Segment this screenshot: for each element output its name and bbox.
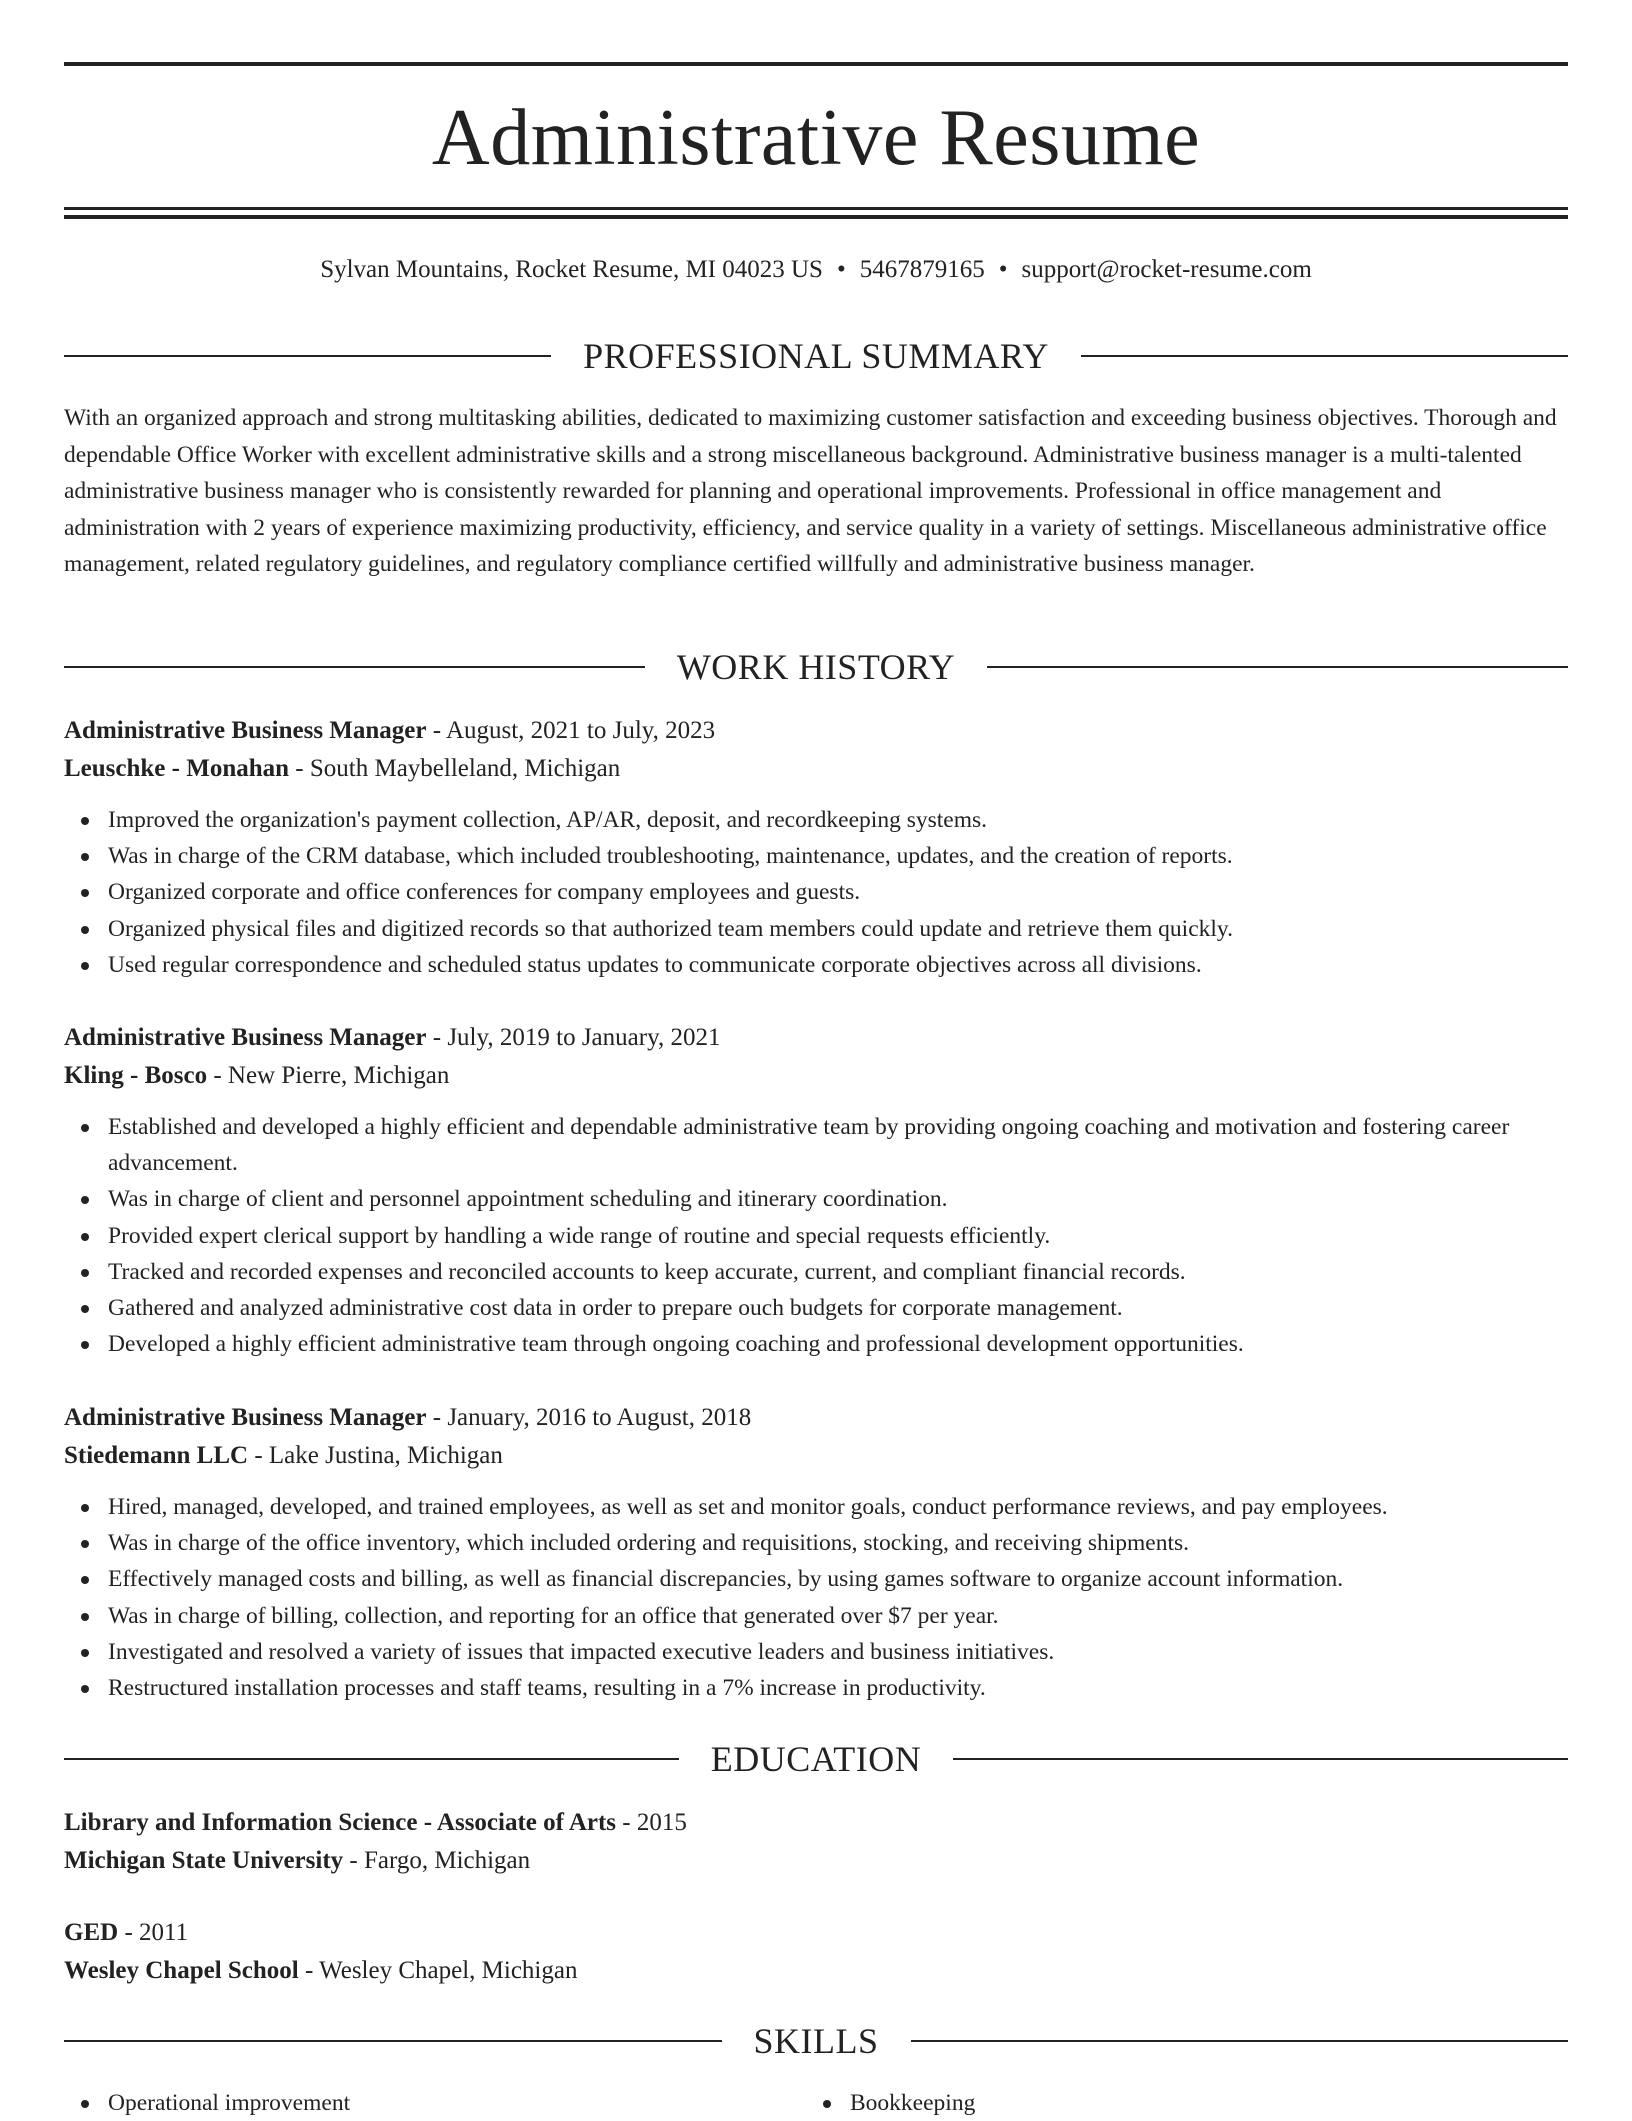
job-dates: July, 2019 to January, 2021 xyxy=(447,1024,721,1051)
heading-rule xyxy=(953,1758,1568,1760)
resume-title: Administrative Resume xyxy=(431,94,1201,182)
education-location: Wesley Chapel, Michigan xyxy=(319,1957,578,1984)
job-company: Kling - Bosco xyxy=(64,1062,208,1089)
heading-rule xyxy=(64,355,551,357)
job-title-line: Administrative Business Manager - July, 2019 to January, 2021 xyxy=(64,1024,721,1051)
list-item: Developed a highly efficient administrative team through ongoing coaching and professional development opportunities. xyxy=(64,1326,1568,1362)
job-bullets xyxy=(64,1109,1568,1362)
education-entry xyxy=(64,1804,1568,1880)
education-school: Michigan State University xyxy=(64,1847,344,1874)
education-year: 2011 xyxy=(139,1919,189,1946)
title-rule-upper xyxy=(64,207,1568,210)
contact-phone: 5467879165 xyxy=(859,256,985,283)
section-heading-education xyxy=(64,1736,1568,1782)
list-item: Was in charge of the office inventory, which included ordering and requisitions, stocking, and receiving shipments. xyxy=(64,1525,1568,1561)
section-title: PROFESSIONAL SUMMARY xyxy=(583,336,1049,376)
list-item: Effectively managed costs and billing, as well as financial discrepancies, by using games software to organize account information. xyxy=(64,1561,1568,1597)
job-dates: August, 2021 to July, 2023 xyxy=(445,717,716,744)
job-title-line: Administrative Business Manager - January, 2016 to August, 2018 xyxy=(64,1404,752,1431)
education-degree: GED xyxy=(64,1919,119,1946)
list-item: Gathered and analyzed administrative cost data in order to prepare ouch budgets for corporate management. xyxy=(64,1290,1568,1326)
list-item: Was in charge of the CRM database, which included troubleshooting, maintenance, updates, and the creation of reports. xyxy=(64,838,1568,874)
job-title: Administrative Business Manager xyxy=(64,1024,427,1051)
job-title: Administrative Business Manager xyxy=(64,717,427,744)
list-item: Was in charge of client and personnel appointment scheduling and itinerary coordination. xyxy=(64,1181,1568,1217)
section-heading-skills xyxy=(64,2018,1568,2064)
education-year: 2015 xyxy=(636,1809,687,1836)
education-location: Fargo, Michigan xyxy=(363,1847,531,1874)
contact-address: Sylvan Mountains, Rocket Resume, MI 04023 US xyxy=(320,256,823,283)
section-heading-work-history xyxy=(64,644,1568,690)
contact-line xyxy=(64,252,1568,288)
title-rule-lower xyxy=(64,215,1568,219)
section-title: SKILLS xyxy=(753,2021,879,2061)
education-school: Wesley Chapel School xyxy=(64,1957,299,1984)
education-degree: Library and Information Science - Associate of Arts xyxy=(64,1809,617,1836)
contact-separator: • xyxy=(998,256,1008,283)
job-location: South Maybelleland, Michigan xyxy=(309,755,621,782)
list-item: Tracked and recorded expenses and reconciled accounts to keep accurate, current, and compliant financial records. xyxy=(64,1254,1568,1290)
job-company: Stiedemann LLC xyxy=(64,1442,249,1469)
job-title-line: Administrative Business Manager - August, 2021 to July, 2023 xyxy=(64,717,716,744)
contact-email: support@rocket-resume.com xyxy=(1021,256,1312,283)
top-rule xyxy=(64,62,1568,66)
job-company: Leuschke - Monahan xyxy=(64,755,290,782)
list-item: Was in charge of billing, collection, and reporting for an office that generated over $7 per year. xyxy=(64,1598,1568,1634)
education-entry xyxy=(64,1914,1568,1990)
list-item: Hired, managed, developed, and trained employees, as well as set and monitor goals, conduct performance reviews, and pay employees. xyxy=(64,1489,1568,1525)
heading-rule xyxy=(64,2040,722,2042)
job-bullets xyxy=(64,1489,1568,1706)
list-item: Organized corporate and office conferences for company employees and guests. xyxy=(64,874,1568,910)
section-title: EDUCATION xyxy=(710,1739,922,1779)
heading-rule xyxy=(1081,355,1568,357)
education-degree-line: GED - 2011 xyxy=(64,1919,189,1946)
job-entry xyxy=(64,1019,1568,1362)
education-school-line: Wesley Chapel School - Wesley Chapel, Michigan xyxy=(64,1957,578,1984)
list-item: Bookkeeping xyxy=(806,2085,1548,2121)
job-bullets xyxy=(64,802,1568,983)
job-entry xyxy=(64,712,1568,983)
list-item: Investigated and resolved a variety of issues that impacted executive leaders and business initiatives. xyxy=(64,1634,1568,1670)
summary-text: With an organized approach and strong multitasking abilities, dedicated to maximizing customer satisfaction and exceeding business objectives. Thorough and dependable Office Worker with excellent administrative skills and a strong miscellaneous background. Administrative business manager is a multi-talented administrative business manager who is consistently rewarded for planning and operational improvements. Professional in office management and administration with 2 years of experience maximizing productivity, efficiency, and service quality in a variety of settings. Miscellaneous administrative office management, related regulatory guidelines, and regulatory compliance certified willfully and administrative business manager. xyxy=(64,405,1557,577)
job-company-line: Stiedemann LLC - Lake Justina, Michigan xyxy=(64,1442,503,1469)
list-item: Operational improvement xyxy=(64,2085,806,2121)
job-company-line: Leuschke - Monahan - South Maybelleland, Michigan xyxy=(64,755,621,782)
job-location: New Pierre, Michigan xyxy=(227,1062,450,1089)
skills-column-left xyxy=(64,2085,806,2121)
skills-column-right xyxy=(806,2085,1548,2121)
education-degree-line: Library and Information Science - Associate of Arts - 2015 xyxy=(64,1809,687,1836)
skills-list xyxy=(64,2085,1568,2121)
heading-rule xyxy=(987,666,1568,668)
heading-rule xyxy=(64,666,645,668)
job-dates: January, 2016 to August, 2018 xyxy=(447,1404,752,1431)
job-location: Lake Justina, Michigan xyxy=(268,1442,503,1469)
list-item: Improved the organization's payment collection, AP/AR, deposit, and recordkeeping systems. xyxy=(64,802,1568,838)
contact-separator: • xyxy=(836,256,846,283)
job-company-line: Kling - Bosco - New Pierre, Michigan xyxy=(64,1062,450,1089)
list-item: Used regular correspondence and scheduled status updates to communicate corporate objectives across all divisions. xyxy=(64,947,1568,983)
heading-rule xyxy=(64,1758,679,1760)
list-item: Provided expert clerical support by handling a wide range of routine and special requests efficiently. xyxy=(64,1218,1568,1254)
list-item: Organized physical files and digitized records so that authorized team members could update and retrieve them quickly. xyxy=(64,911,1568,947)
section-title: WORK HISTORY xyxy=(676,647,956,687)
education-school-line: Michigan State University - Fargo, Michigan xyxy=(64,1847,531,1874)
list-item: Restructured installation processes and staff teams, resulting in a 7% increase in productivity. xyxy=(64,1670,1568,1706)
job-entry xyxy=(64,1399,1568,1706)
list-item: Established and developed a highly efficient and dependable administrative team by providing ongoing coaching and motivation and fostering career advancement. xyxy=(64,1109,1568,1181)
job-title: Administrative Business Manager xyxy=(64,1404,427,1431)
section-heading-summary xyxy=(64,333,1568,379)
heading-rule xyxy=(911,2040,1569,2042)
